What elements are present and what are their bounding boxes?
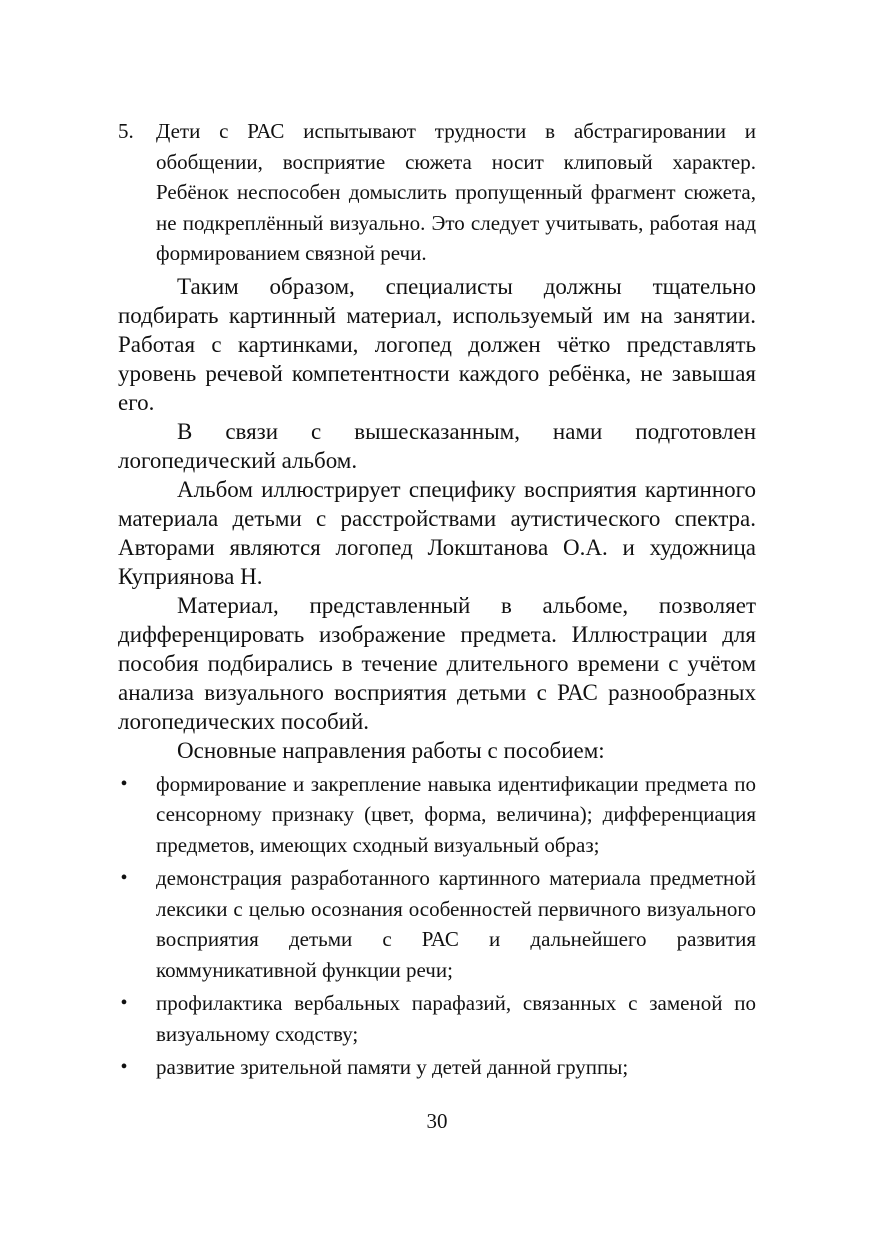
bullet-item <box>118 769 756 861</box>
directions-list <box>118 769 756 1083</box>
paragraph-material: Материал, представленный в альбоме, позволяет дифференцировать изображение предмета. Иллюстрации для пособия подбирались в течение длительного времени с учётом анализа визуального восприятия детьми с РАС разнообразных логопедических пособий. <box>118 592 756 734</box>
bullet-item <box>118 988 756 1049</box>
bullet-icon: • <box>120 867 128 889</box>
bullet-text: профилактика вербальных парафазий, связанных с заменой по визуальному сходству; <box>156 991 756 1046</box>
page-number: 30 <box>426 1109 448 1133</box>
bullet-item <box>118 1052 756 1083</box>
paragraph-album-authors: Альбом иллюстрирует специфику восприятия картинного материала детьми с расстройствами аутистического спектра. Авторами являются логопед Локштанова О.А. и художница Куприянова Н. <box>118 476 756 589</box>
paragraph-conclusion: Таким образом, специалисты должны тщательно подбирать картинный материал, используемый им на занятии. Работая с картинками, логопед должен чётко представлять уровень речевой компетентности каждого ребёнка, не завышая его. <box>118 273 756 415</box>
bullet-icon: • <box>120 772 128 795</box>
paragraph-album-intro: В связи с вышесказанным, нами подготовлен логопедический альбом. <box>118 418 756 473</box>
bullet-text: развитие зрительной памяти у детей данной группы; <box>156 1055 629 1079</box>
bullet-icon: • <box>120 992 128 1014</box>
list-item-number: 5. <box>118 119 134 143</box>
bullet-text: демонстрация разработанного картинного материала предметной лексики с целью осознания особенностей первичного визуального восприятия детьми с РАС и дальнейшего развития коммуникативной функции речи; <box>156 866 756 982</box>
page-content <box>118 116 756 1086</box>
bullet-icon: • <box>120 1056 128 1078</box>
numbered-list-item <box>118 116 756 269</box>
paragraph-directions-heading: Основные направления работы с пособием: <box>177 737 605 763</box>
bullet-text: формирование и закрепление навыка идентификации предмета по сенсорному признаку (цвет, форма, величина); дифференциация предметов, имеющих сходный визуальный образ; <box>156 771 756 857</box>
list-item-text: Дети с РАС испытывают трудности в абстрагировании и обобщении, восприятие сюжета носит клиповый характер. Ребёнок неспособен домыслить пропущенный фрагмент сюжета, не подкреплённый визуально. Это следует учитывать, работая над формированием связной речи. <box>156 119 756 265</box>
bullet-item <box>118 863 756 985</box>
